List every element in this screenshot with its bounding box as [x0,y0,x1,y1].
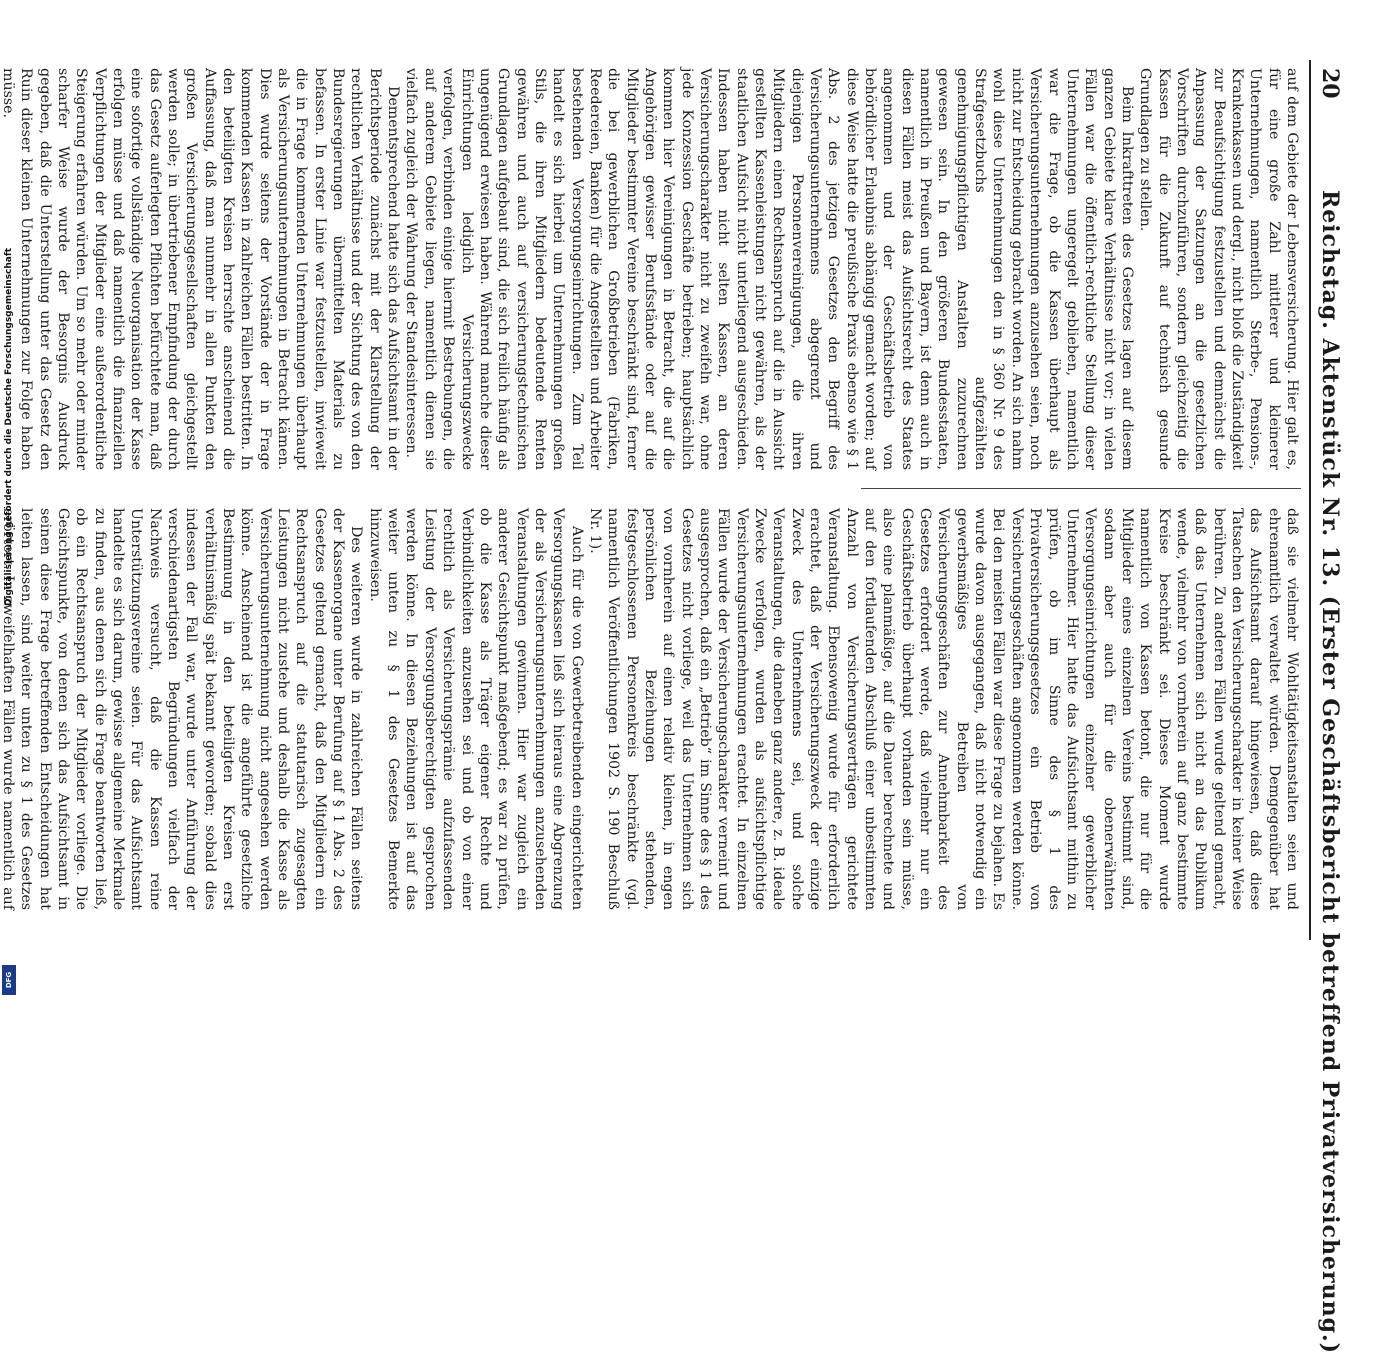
column-divider [861,488,1301,489]
right-column [0,508,1301,910]
running-head: Reichstag. Aktenstück Nr. 13. (Erster Geschäftsbericht betreffend Privatversicherung.) [1317,190,1343,1354]
left-paragraph-2: Beim Inkrafttreten des Gesetzes lagen auf diesem ganzen Gebiete klare Verhältnisse nicht vor; in vielen Fällen war die öffentlich-rechtliche Stellung dieser Unternehmungen ungeregelt geblieben, namentlich war die Frage, ob die Kassen überhaupt als Versicherungsunternehmungen anzusehen seien, noch nicht zur Entscheidung gebracht worden. An sich nahm wohl diese Unternehmungen den in § 360 Nr. 9 des Strafgesetzbuchs aufgezählten genehmigungspflichtigen Anstalten zuzurechnen gewesen sein. In den größeren Bundesstaaten, namentlich in Preußen und Bayern, ist denn auch in diesen Fällen meist das Aufsichtsrecht des Staates angenommen und der Geschäftsbetrieb von behördlicher Erlaubnis abhängig gemacht worden; auf diese Weise hatte die preußische Praxis ebenso wie § 1 Abs. 2 des jetzigen Gesetzes den Begriff des Versicherungsunternehmens abgegrenzt und diejenigen Personenvereinigungen, die ihren Mitgliedern einen Rechtsanspruch auf die in Aussicht gestellten Kassenleistungen nicht gewähren, als der staatlichen Aufsicht nicht unterliegend ausgeschieden. Indessen haben nicht selten Kassen, an deren Versicherungscharakter nicht zu zweifeln war, ohne jede Konzession Geschäfte betrieben; hauptsächlich kommen hier Vereinigungen in Betracht, die auf die Angehörigen gewisser Berufsstände oder auf die Mitglieder bestimmter Vereine beschränkt sind, ferner die bei gewerblichen Großbetrieben (Fabriken, Reedereien, Banken) für die Angestellten und Arbeiter bestehenden Versorgungseinrichtungen. Zum Teil handelt es sich hierbei um Unternehmungen großen Stils, die ihren Mitgliedern bedeutende Renten gewähren und auch auf versicherungstechnischen Grundlagen aufgebaut sind, die sich freilich häufig als ungenügend erwiesen haben. Während manche dieser Einrichtungen lediglich Versicherungszwecke verfolgen, verbinden einige hiermit Bestrebungen, die auf anderem Gebiete liegen, namentlich dienen sie vielfach zugleich der Wahrung der Standesinteressen. [403,68,1135,471]
digitization-note: Digitalisierung gefördert durch die Deutsche Forschungsgemeinschaft [4,247,14,606]
left-paragraph-1: auf dem Gebiete der Lebensversicherung. Hier galt es, für eine große Zahl mittlerer und kleinerer Unternehmungen, namentlich Sterbe-, Pensions-, Krankenkassen und dergl., nicht bloß die Zuständigkeit zur Beaufsichtigung festzustellen und demnächst die Anpassung der Satzungen an die gesetzlichen Vorschriften durchzuführen, sondern gleichzeitig die Kassen für die Zukunft auf technisch gesunde Grundlagen zu stellen. [1137,68,1300,470]
right-paragraph-2: Auch für die von Gewerbetreibenden eingerichteten Versorgungskassen ließ sich hieraus eine Abgrenzung der als Versicherungsunternehmungen anzusehenden Veranstaltungen gewinnen. Hier war zugleich ein anderer Gesichtspunkt maßgebend; es war zu prüfen, ob die Kasse als Träger eigener Rechte und Verbindlichkeiten anzusehen sei und ob von einer rechtlich als Versicherungsprämie aufzufassenden Leistung der Versorgungsberechtigten gesprochen werden könne. In diesen Beziehungen ist auf das weiter unten zu § 1 des Gesetzes Bemerkte hinzuweisen. [366,508,585,910]
right-paragraph-1: daß sie vielmehr Wohltätigkeitsanstalten seien und ehrenamtlich verwaltet würden. Demgegenüber hat das Aufsichtsamt darauf hingewiesen, daß diese Tatsachen den Versicherungscharakter in keiner Weise berühren. Zu anderen Fällen wurde geltend gemacht, daß das Unternehmen sich nicht an das Publikum wende, vielmehr von vornherein auf ganz bestimmte Kreise beschränkt sei. Dieses Moment wurde namentlich von Kassen betont, die nur für die Mitglieder eines einzelnen Vereins bestimmt sind, sodann aber auch für die obenerwähnten Versorgungseinrichtungen einzelner gewerblicher Unternehmer. Hier hatte das Aufsichtsamt mithin zu prüfen, ob im Sinne des § 1 des Privatversicherungsgesetzes ein Betrieb von Versicherungsgeschäften angenommen werden könne. Bei den meisten Fällen war diese Frage zu bejahen. Es wurde davon ausgegangen, daß nicht notwendig ein gewerbsmäßiges Betreiben von Versicherungsgeschäften zur Annehmbarkeit des Gesetzes erfordert werde, daß vielmehr nur ein Geschäftsbetrieb überhaupt vorhanden sein müsse, also eine planmäßige, auf die Dauer berechnete und auf den fortlaufenden Abschluß einer unbestimmten Anzahl von Versicherungsverträgen gerichtete Veranstaltung. Ebensowenig wurde für erforderlich erachtet, daß der Versicherungszweck der einzige Zweck des Unternehmens sei, und solche Veranstaltungen, die daneben ganz andere, z. B. ideale Zwecke verfolgen, wurden als aufsichtspflichtige Versicherungsunternehmungen erachtet. In einzelnen Fällen wurde der Versicherungscharakter verneint und ausgesprochen, daß ein „Betrieb“ im Sinne des § 1 des Gesetzes nicht vorliege, weil das Unternehmen sich von vornherein auf einen relativ kleinen, in engen persönlichen Beziehungen stehenden, festgeschlossenen Personenkreis beschränkte (vgl. namentlich Veröffentlichungen 1902 S. 190 Beschluß Nr. 1). [586,508,1300,910]
dfg-logo-text: DFG [5,971,13,989]
left-paragraph-3: Dementsprechend hatte sich das Aufsichtsamt in der Berichtsperiode zunächst mit der Klarstellung der rechtlichen Verhältnisse und der Sichtung des von den Bundesregierungen übermittelten Materials zu befassen. In erster Linie war festzustellen, inwieweit die in Frage kommenden Unternehmungen überhaupt als Versicherungsunternehmungen in Betracht kämen. Dies wurde seitens der Vorstände der in Frage kommenden Kassen in zahlreichen Fällen bestritten. In den beteiligten Kreisen herrschte anscheinend die Auffassung, daß man nunmehr in allen Punkten den großen Versicherungsgesellschaften gleichgestellt werden solle; in übertriebener Empfindung der durch das Gesetz auferlegten Pflichten befürchtete man, daß eine sofortige vollständige Neuorganisation der Kasse erfolgen müsse und daß namentlich die finanziellen Verpflichtungen der Mitglieder eine außerordentliche Steigerung erfahren würden. Um so mehr oder minder scharfer Weise wurde der Besorgnis Ausdruck gegeben, daß die Unterstellung unter das Gesetz den Ruin dieser kleinen Unternehmungen zur Folge haben müsse. [0,68,402,470]
right-paragraph-3: Des weiteren wurde in zahlreichen Fällen seitens der Kassenorgane unter Berufung auf § 1 Abs. 2 des Gesetzes geltend gemacht, daß den Mitgliedern ein Rechtsanspruch auf die statutarisch zugesagten Leistungen nicht zustehe und deshalb die Kasse als Versicherungsunternehmung nicht angesehen werden könne. Anscheinend ist die angeführte gesetzliche Bestimmung in den beteiligten Kreisen erst verhältnismäßig spät bekannt geworden; sobald dies indessen der Fall war, wurde unter Anführung der verschiedenartigsten Begründungen vielfach der Nachweis versucht, daß die Kassen reine Unterstützungsvereine seien. Für das Aufsichtsamt handelte es sich darum, gewisse allgemeine Merkmale zu finden, aus denen sich die Frage beantworten ließ, ob ein Rechtsanspruch der Mitglieder vorliege. Die Gesichtspunkte, von denen sich das Aufsichtsamt in seinen diese Frage betreffenden Entscheidungen hat leiten lassen, sind weiter unten zu § 1 des Gesetzes erörtert. In zweifelhaften Fällen wurde namentlich auf [0,508,365,910]
left-column [0,68,1301,470]
page-header [1309,60,1345,1354]
page-number: 20 [1317,68,1343,99]
dfg-logo-icon [2,965,16,995]
